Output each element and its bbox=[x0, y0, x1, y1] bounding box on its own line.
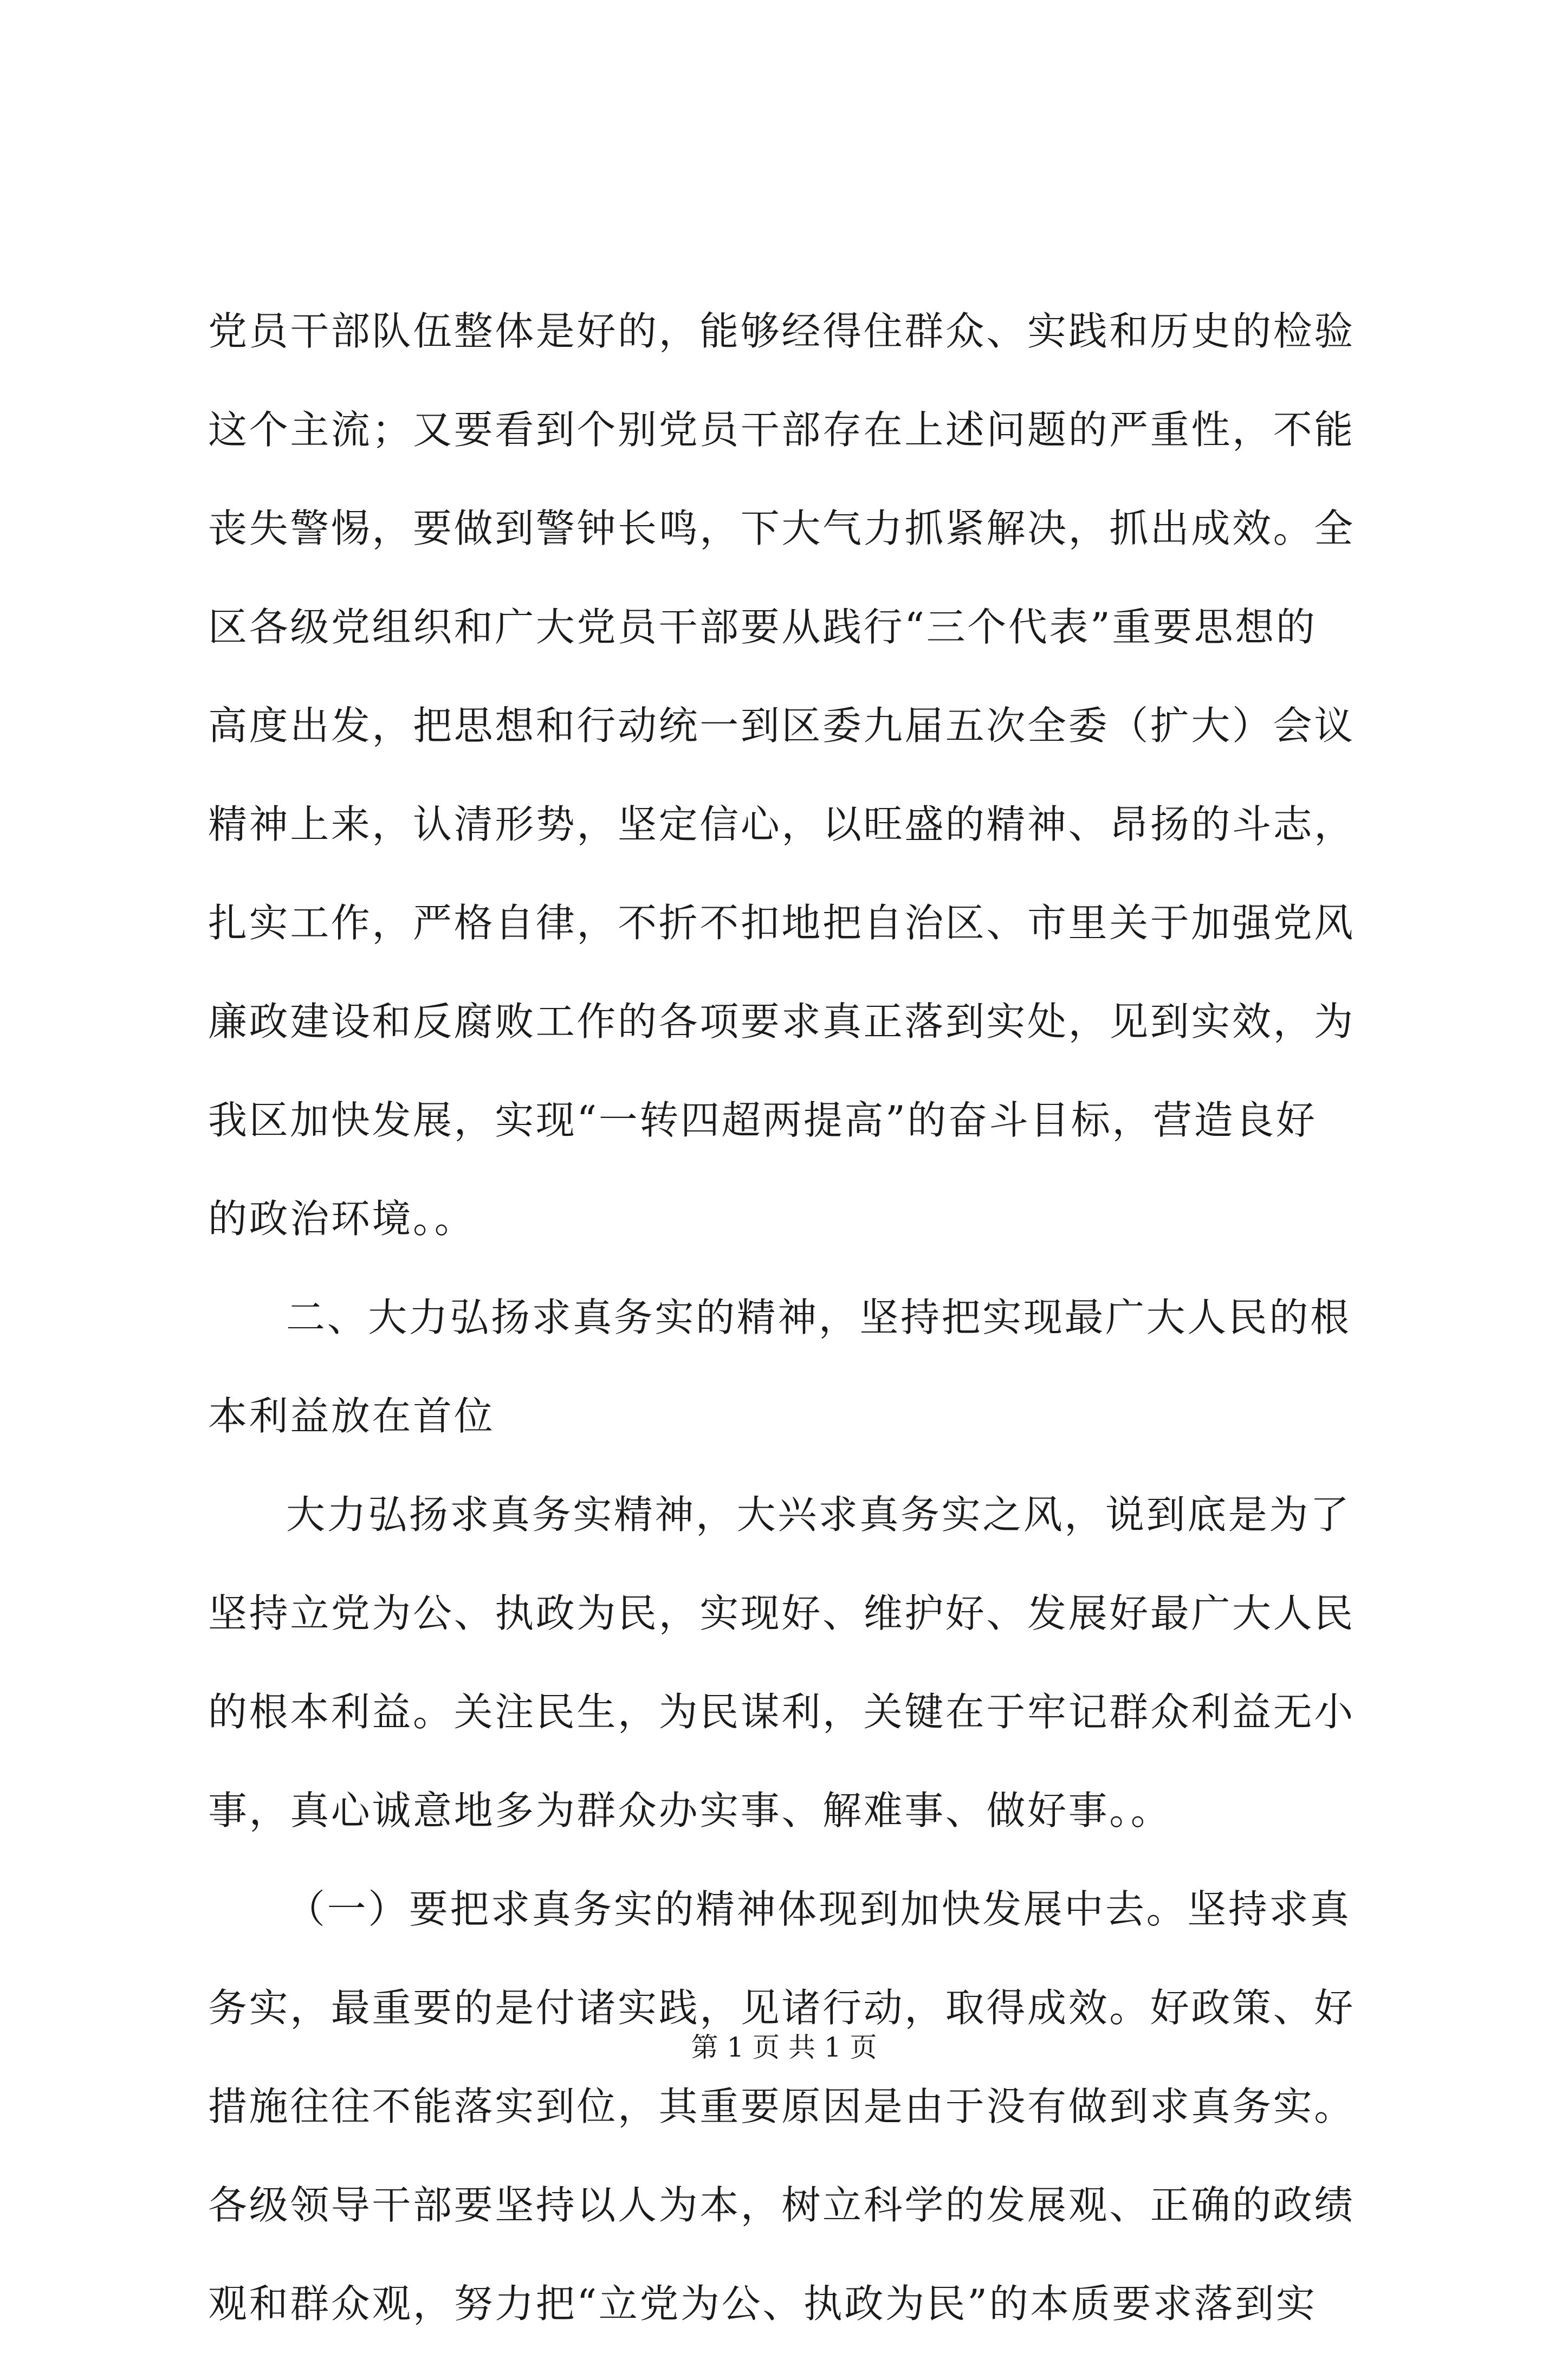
text-line: 各级领导干部要坚持以人为本，树立科学的发展观、正确的政绩 bbox=[208, 2182, 1355, 2228]
text-line: 观和群众观，努力把“立党为公、执政为民”的本质要求落到实 bbox=[208, 2281, 1317, 2326]
text-line: 措施往往不能落实到位，其重要原因是由于没有做到求真务实。 bbox=[208, 2084, 1355, 2129]
text-line: 的政治环境。。 bbox=[208, 1196, 476, 1242]
text-line: 高度出发，把思想和行动统一到区委九届五次全委（扩大）会议 bbox=[208, 703, 1355, 748]
section-heading-line: 本利益放在首位 bbox=[208, 1393, 495, 1439]
text-line: （一）要把求真务实的精神体现到加快发展中去。坚持求真 bbox=[286, 1886, 1351, 1932]
text-line: 务实，最重要的是付诸实践，见诸行动，取得成效。好政策、好 bbox=[208, 1985, 1355, 2031]
text-line: 扎实工作，严格自律，不折不扣地把自治区、市里关于加强党风 bbox=[208, 900, 1355, 946]
text-line: 党员干部队伍整体是好的，能够经得住群众、实践和历史的检验 bbox=[208, 308, 1355, 354]
page-number-label: 第 1 页 共 1 页 bbox=[691, 2032, 877, 2063]
text-line: 事，真心诚意地多为群众办实事、解难事、做好事。。 bbox=[208, 1788, 1172, 1833]
text-line: 坚持立党为公、执政为民，实现好、维护好、发展好最广大人民 bbox=[208, 1591, 1355, 1636]
text-line: 廉政建设和反腐败工作的各项要求真正落到实处，见到实效，为 bbox=[208, 999, 1355, 1044]
section-heading-line: 二、大力弘扬求真务实的精神，坚持把实现最广大人民的根 bbox=[286, 1295, 1351, 1340]
text-line: 这个主流；又要看到个别党员干部存在上述问题的严重性，不能 bbox=[208, 407, 1355, 452]
text-line: 区各级党组织和广大党员干部要从践行“三个代表”重要思想的 bbox=[208, 604, 1317, 650]
text-line: 精神上来，认清形势，坚定信心，以旺盛的精神、昂扬的斗志， bbox=[208, 801, 1355, 847]
page-footer bbox=[0, 2031, 1568, 2064]
text-line: 大力弘扬求真务实精神，大兴求真务实之风，说到底是为了 bbox=[286, 1492, 1351, 1537]
text-line: 我区加快发展，实现“一转四超两提高”的奋斗目标，营造良好 bbox=[208, 1097, 1317, 1143]
text-line: 丧失警惕，要做到警钟长鸣，下大气力抓紧解决，抓出成效。全 bbox=[208, 506, 1355, 551]
text-line: 的根本利益。关注民生，为民谋利，关键在于牢记群众利益无小 bbox=[208, 1689, 1355, 1735]
